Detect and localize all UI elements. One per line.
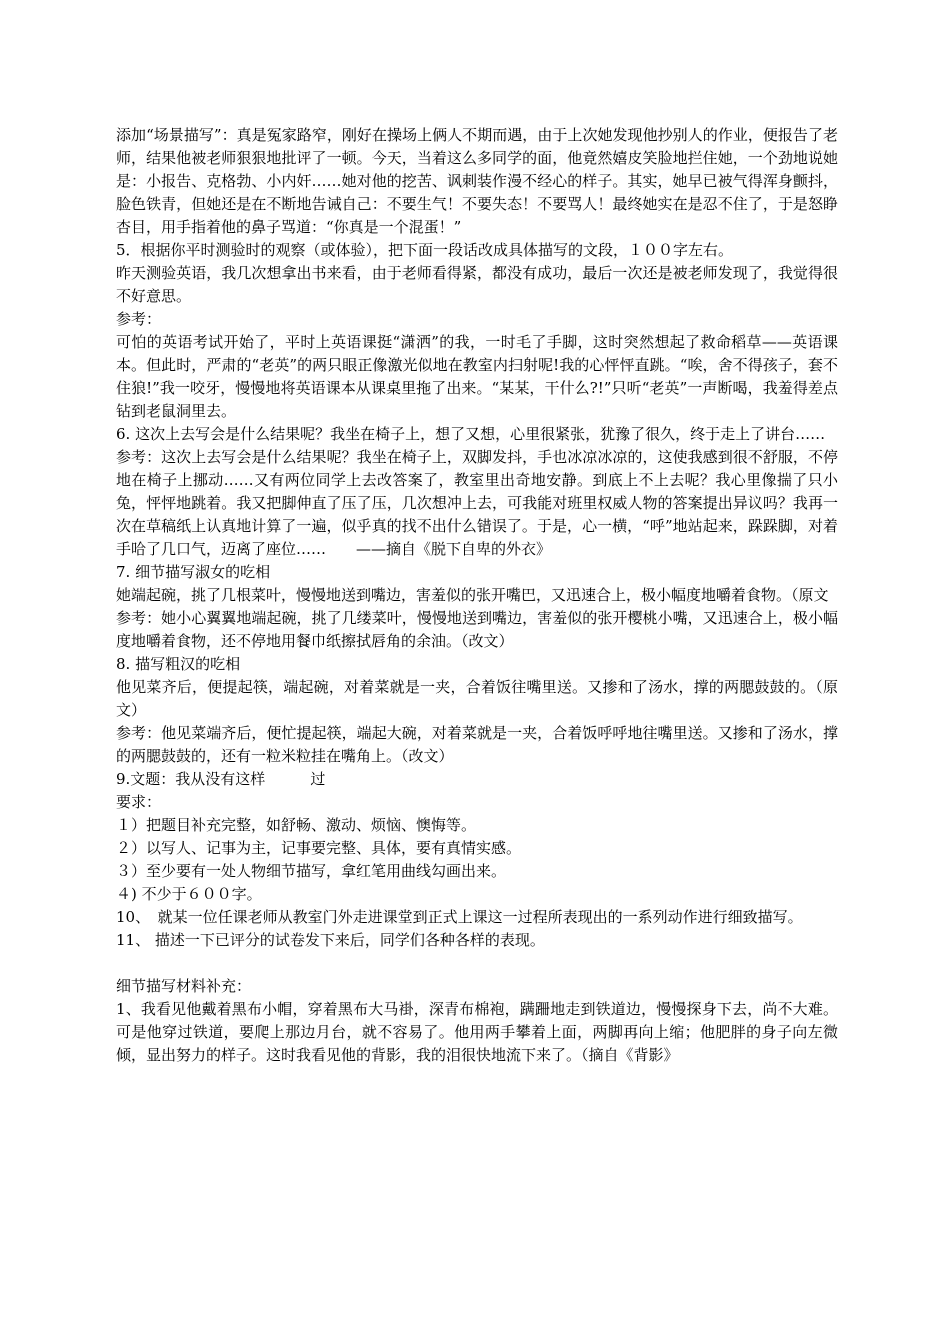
paragraph-scene-description: 添加“场景描写”：真是冤家路窄，刚好在操场上俩人不期而遇，由于上次她发现他抄别人的作业，便报告了老师，结果他被老师狠狠地批评了一顿。今天，当着这么多同学的面，他竟然嬉皮笑脸地拦住她，一个劲地说她是：小报告、克格勃、小内奸……她对他的挖苦、讽刺装作漫不经心的样子。其实，她早已被气得浑身颤抖，脸色铁青，但她还是在不断地告诫自己：不要生气！不要失态！不要骂人！最终她实在是忍不住了，于是怒睁杏目，用手指着他的鼻子骂道：“你真是一个混蛋！” bbox=[116, 126, 838, 236]
question-9-title: 9.文题：我从没有这样 过 bbox=[116, 770, 326, 788]
question-8-original: 他见菜齐后，便提起筷，端起碗，对着菜就是一夹，合着饭往嘴里送。又掺和了汤水，撑的两腮鼓鼓的。（原文） bbox=[116, 678, 838, 719]
question-5-original-text: 昨天测验英语，我几次想拿出书来看，由于老师看得紧，都没有成功，最后一次还是被老师发现了，我觉得很不好意思。 bbox=[116, 264, 838, 305]
question-8-reference: 参考：他见菜端齐后，便忙提起筷，端起大碗，对着菜就是一夹，合着饭呼呼地往嘴里送。又掺和了汤水，撑的两腮鼓鼓的，还有一粒米粒挂在嘴角上。（改文） bbox=[116, 724, 838, 765]
question-7-original: 她端起碗，挑了几根菜叶，慢慢地送到嘴边，害羞似的张开嘴巴，又迅速合上，极小幅度地嚼着食物。（原文 bbox=[116, 586, 829, 604]
question-6: 6. 这次上去写会是什么结果呢？我坐在椅子上，想了又想，心里很紧张，犹豫了很久，终于走上了讲台…… bbox=[116, 425, 826, 443]
requirement-3: ３）至少要有一处人物细节描写，拿红笔用曲线勾画出来。 bbox=[116, 862, 507, 880]
question-6-reference: 参考：这次上去写会是什么结果呢？我坐在椅子上，双脚发抖，手也冰凉冰凉的，这使我感到很不舒服，不停地在椅子上挪动……又有两位同学上去改答案了，教室里出奇地安静。到底上不上去呢？我心里像揣了只小兔，怦怦地跳着。我又把脚伸直了压了压，几次想冲上去，可我能对班里权威人物的答案提出异议吗？我再一次在草稿纸上认真地计算了一遍，似乎真的找不出什么错误了。于是，心一横，“呼”地站起来，跺跺脚，对着手哈了几口气，迈离了座位…… ——摘自《脱下自卑的外衣》 bbox=[116, 448, 838, 558]
requirement-1: １）把题目补充完整，如舒畅、激动、烦恼、懊悔等。 bbox=[116, 816, 477, 834]
question-8: 8. 描写粗汉的吃相 bbox=[116, 655, 241, 673]
reference-label: 参考： bbox=[116, 310, 162, 328]
question-5-reference: 可怕的英语考试开始了，平时上英语课挺“潇洒”的我，一时毛了手脚，这时突然想起了救命稻草——英语课本。但此时，严肃的“老英”的两只眼正像激光似地在教室内扫射呢!我的心怦怦直跳。“唉，舍不得孩子，套不住狼!”我一咬牙，慢慢地将英语课本从课桌里拖了出来。“某某，干什么?!”只听“老英”一声断喝，我羞得差点钻到老鼠洞里去。 bbox=[116, 333, 838, 420]
requirement-2: ２）以写人、记事为主，记事要完整、具体，要有真情实感。 bbox=[116, 839, 522, 857]
question-11: 11、 描述一下已评分的试卷发下来后，同学们各种各样的表现。 bbox=[116, 931, 545, 949]
document-body bbox=[116, 124, 838, 1067]
requirement-4: ４) 不少于６００字。 bbox=[116, 885, 262, 903]
supplement-heading: 细节描写材料补充： bbox=[116, 977, 252, 995]
requirements-label: 要求： bbox=[116, 793, 162, 811]
supplement-item-1: 1、我看见他戴着黑布小帽，穿着黑布大马褂，深青布棉袍，蹒跚地走到铁道边，慢慢探身下去，尚不大难。可是他穿过铁道，要爬上那边月台，就不容易了。他用两手攀着上面，两脚再向上缩；他肥胖的身子向左微倾，显出努力的样子。这时我看见他的背影，我的泪很快地流下来了。（摘自《背影》 bbox=[116, 1000, 838, 1064]
question-7-reference: 参考：她小心翼翼地端起碗，挑了几缕菜叶，慢慢地送到嘴边，害羞似的张开樱桃小嘴，又迅速合上，极小幅度地嚼着食物，还不停地用餐巾纸擦拭唇角的余油。（改文） bbox=[116, 609, 838, 650]
question-10: 10、 就某一位任课老师从教室门外走进课堂到正式上课这一过程所表现出的一系列动作进行细致描写。 bbox=[116, 908, 803, 926]
blank-line bbox=[116, 952, 838, 975]
question-5: 5．根据你平时测验时的观察（或体验），把下面一段话改成具体描写的文段，１００字左右。 bbox=[116, 241, 734, 259]
question-7: 7. 细节描写淑女的吃相 bbox=[116, 563, 271, 581]
